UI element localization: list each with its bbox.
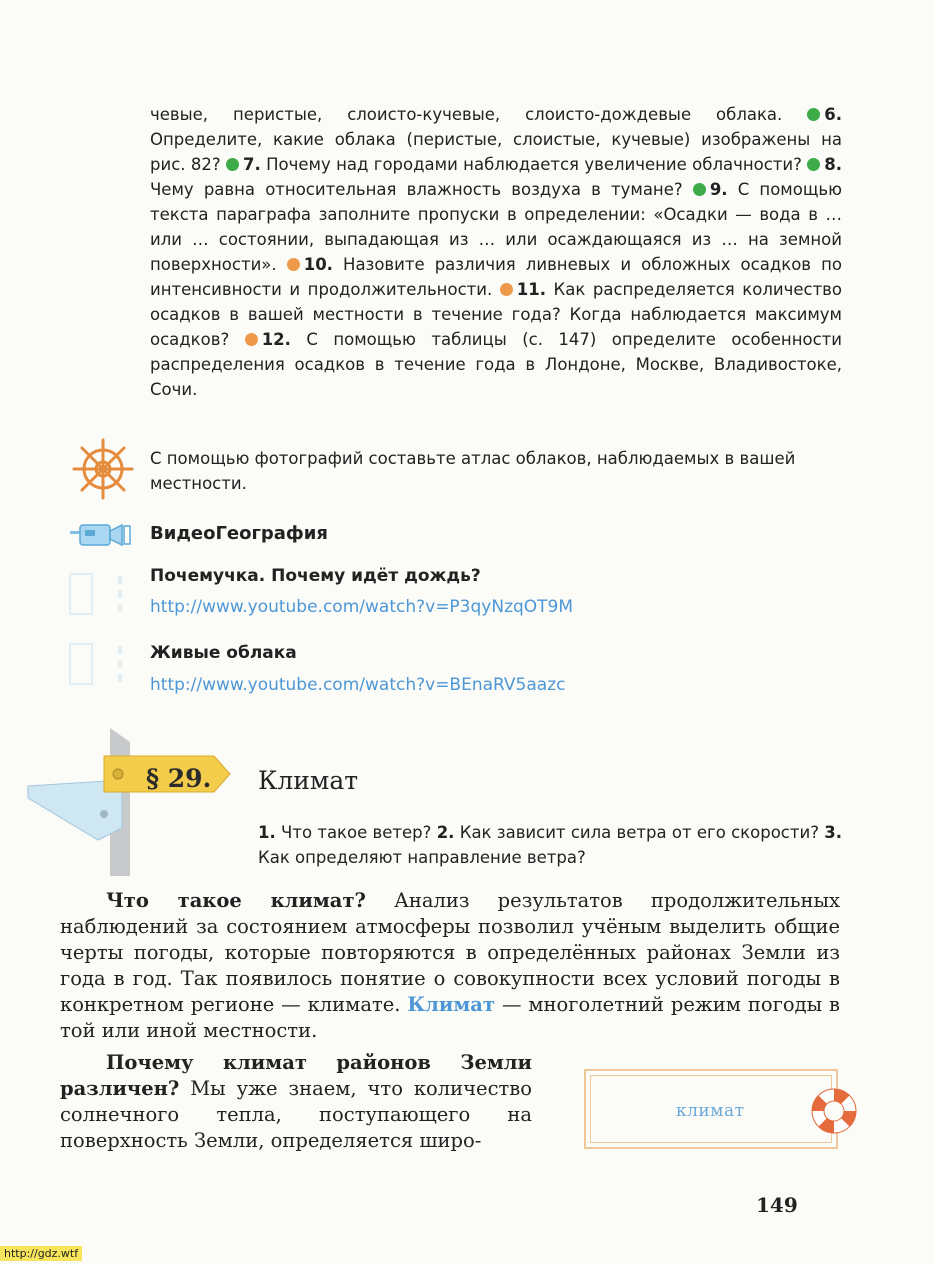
- question-10-text: Назовите различия ливневых и обложных осадков по интенсивности и продолжительности.: [150, 255, 842, 299]
- question-9-number: 9.: [709, 180, 728, 199]
- warmup-q3-number: 3.: [824, 823, 842, 842]
- lifebuoy-icon: [808, 1085, 860, 1137]
- question-7-text: Почему над городами наблюдается увеличение облачности?: [266, 155, 802, 174]
- question-10-number: 10.: [303, 255, 333, 274]
- creative-task: С помощью фотографий составьте атлас облаков, наблюдаемых в вашей местности.: [150, 449, 796, 493]
- term-definition: — многолетний режим погоды в той или иной местности.: [60, 993, 840, 1042]
- questions-block: [150, 102, 842, 402]
- body-text-1: Анализ результатов продолжительных наблюдений за состоянием атмосферы позволил учёным выделить общие черты погоды, которые повторяются в определённых районах Земли из года в год. Так появилось понятие о совокупности всех условий погоды в конкретном регионе — климате.: [60, 889, 841, 1016]
- body-paragraph-1: [60, 888, 840, 1044]
- question-12-number: 12.: [261, 330, 291, 349]
- question-6-text: Определите, какие облака (перистые, слоистые, кучевые) изображены на рис. 82?: [150, 130, 842, 174]
- video-link[interactable]: http://www.youtube.com/watch?v=P3qyNzqOT9M: [150, 597, 574, 617]
- term-climate: Климат: [407, 993, 496, 1016]
- green-dot-icon: [807, 108, 820, 121]
- video-item-title: Живые облака: [150, 643, 297, 663]
- green-dot-icon: [693, 183, 706, 196]
- question-6-number: 6.: [824, 105, 842, 124]
- orange-dot-icon: [500, 283, 513, 296]
- ship-wheel-icon: [70, 436, 136, 502]
- signpost-illustration: [18, 728, 243, 876]
- question-9-text: С помощью текста параграфа заполните пропуски в определении: «Осадки — вода в … или … состоянии, выпадающая из … или осаждающаяся из … на земной поверхности».: [150, 180, 842, 274]
- paragraph-label: § 29.: [146, 764, 212, 793]
- glossary-word: климат: [676, 1101, 745, 1121]
- orange-dot-icon: [287, 258, 300, 271]
- warmup-questions: [258, 820, 842, 870]
- warmup-q1-text: Что такое ветер?: [281, 823, 432, 842]
- glossary-box: [584, 1069, 838, 1149]
- question-11-text: Как распределяется количество осадков в вашей местности в течение года? Когда наблюдается максимум осадков?: [150, 280, 842, 349]
- paragraph-title: Климат: [258, 766, 359, 795]
- question-8-text: Чему равна относительная влажность воздуха в тумане?: [150, 180, 683, 199]
- body-text-2: Мы уже знаем, что количество солнечного тепла, поступающего на поверхность Земли, определяется широ-: [60, 1077, 532, 1152]
- question-12-text: С помощью таблицы (с. 147) определите особенности распределения осадков в течение года в Лондоне, Москве, Владивостоке, Сочи.: [150, 330, 843, 399]
- video-link[interactable]: http://www.youtube.com/watch?v=BEnaRV5aazc: [150, 675, 566, 695]
- body-heading-1: Что такое климат?: [106, 889, 366, 912]
- question-11-number: 11.: [516, 280, 546, 299]
- green-dot-icon: [807, 158, 820, 171]
- green-dot-icon: [226, 158, 239, 171]
- page-number: 149: [756, 1193, 798, 1217]
- video-section-title: ВидеоГеография: [150, 523, 328, 544]
- video-camera-icon: [70, 519, 136, 549]
- orange-dot-icon: [245, 333, 258, 346]
- film-strip-icon: [62, 570, 142, 700]
- warmup-q3-text: Как определяют направление ветра?: [258, 848, 586, 867]
- question-7-number: 7.: [243, 155, 261, 174]
- video-item-title: Почемучка. Почему идёт дождь?: [150, 566, 481, 586]
- questions-line0: чевые, перистые, слоисто-кучевые, слоисто-дождевые облака.: [150, 105, 783, 124]
- warmup-q2-number: 2.: [436, 823, 455, 842]
- warmup-q1-number: 1.: [258, 823, 276, 842]
- watermark-link[interactable]: http://gdz.wtf: [0, 1246, 82, 1261]
- warmup-q2-text: Как зависит сила ветра от его скорости?: [459, 823, 819, 842]
- body-heading-2: Почему климат районов Земли различен?: [60, 1051, 532, 1100]
- question-8-number: 8.: [824, 155, 843, 174]
- body-paragraph-2: [60, 1050, 532, 1154]
